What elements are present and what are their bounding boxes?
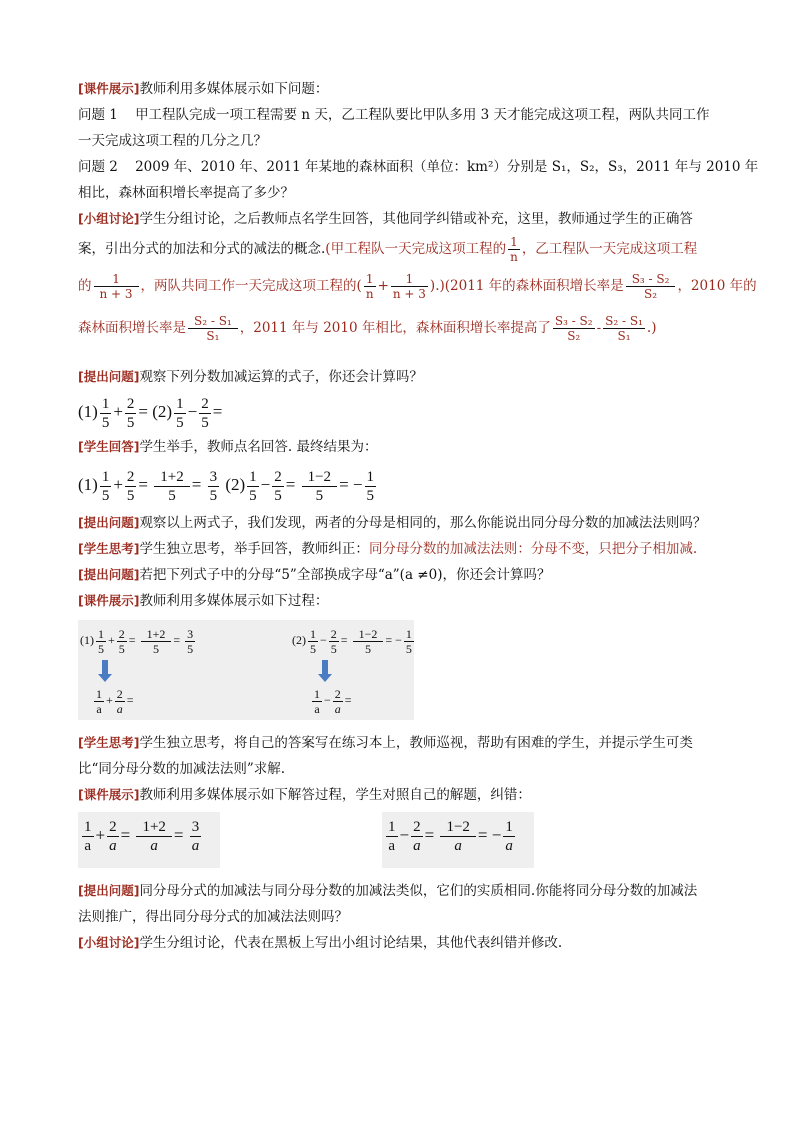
slide-image: (1) $\frac{1}{5}$ + $\frac{2}{5}$ = $\frac{1+2}{5}$ = $\frac{3}{5}$ $\frac{1}{a}$ + $\frac{2}{a}$ = (2) $\frac{1}{5}$ − $\frac{2}{5}$ = $\frac{1-2}{5}$ = − $\frac{1}{5}$ $\frac{1}{a}$ − $\frac{2}{a}$ = [78,620,414,720]
paragraph [78,536,718,562]
paragraph [78,588,718,614]
section-tag: [课件展示] [78,593,140,608]
paragraph-cont: 森林面积增长率是 $\frac{\text{S₂ - S₁}}{\text{S₁}}$ ，2011 年与 2010 年相比，森林面积增长率提高了 $\frac{\text{S₃ - S₂}}{\text{S₂}}$ - $\frac{\text{S₂ - S₁}}{\text{S₁}}$ .) [78,314,657,343]
section-tag: [提出问题] [78,883,140,898]
paragraph-cont [78,232,718,266]
text: 的 [78,278,92,294]
text: 若把下列式子中的分母“5”全部换成字母“a”(a ≠0)，你还会计算吗？ [139,567,551,583]
text: 学生举手，教师点名回答. 最终结果为： [139,439,378,455]
fraction: $\frac{1}{n}$ [510,235,518,264]
section-tag: [课件展示] [78,787,140,802]
paragraph [78,510,718,536]
text: 观察下列分数加减运算的式子，你还会计算吗？ [139,369,423,385]
section-tag: [提出问题] [78,515,140,530]
paragraph [78,434,718,460]
fraction: $\frac{\text{S₂ - S₁}}{\text{S₁}}$ [188,314,238,343]
section-tag: [学生回答] [78,439,140,454]
question-1-cont [78,128,718,154]
text: ，两队共同工作一天完成这项工程的 [140,278,357,294]
section-tag: [学生思考] [78,735,140,750]
text: 教师利用多媒体展示如下过程： [139,593,329,609]
fraction: $\frac{\text{S₂ - S₁}}{\text{S₁}}$ [605,314,643,343]
section-tag: [学生思考] [78,541,140,556]
paragraph [78,782,718,808]
text: 学生独立思考，举手回答，教师纠正： [139,541,369,557]
text: .)(2011 年的森林面积增长率是 [435,278,624,294]
fraction: $\frac{\text{S₃ - S₂}}{\text{S₂}}$ [626,272,676,301]
paragraph [78,76,718,102]
text: 法则推广，得出同分母分式的加减法法则吗？ [78,909,348,925]
text: 甲工程队完成一项工程需要 n 天，乙工程队要比甲队多用 3 天才能完成这项工程，两队共同工作 [135,107,710,123]
text: 2009 年、2010 年、2011 年某地的森林面积（单位：km²）分别是 S₁，S₂，S₃，2011 年与 2010 年 [135,159,759,175]
paragraph [78,930,718,956]
text: 学生分组讨论，之后教师点名学生回答，其他同学纠错或补充，这里，教师通过学生的正确答 [139,211,693,227]
text: 同分母分式的加减法与同分母分数的加减法类似，它们的实质相同.你能将同分母分数的加减法 [139,883,698,899]
formula-add: $\frac{1}{a}$ + $\frac{2}{a}$ = $\frac{1+2}{a}$ = $\frac{3}{a}$ [78,812,220,868]
paragraph-cont [78,756,718,782]
section-tag: [小组讨论] [78,211,140,226]
paragraph-cont [78,904,718,930]
formula-subtract: $\frac{1}{a}$ − $\frac{2}{a}$ = $\frac{1-2}{a}$ = − $\frac{1}{a}$ [382,812,534,868]
lesson-page [78,76,759,956]
text: ，2011 年与 2010 年相比，森林面积增长率提高了 [239,320,551,336]
section-tag: [提出问题] [78,567,140,582]
text: ，乙工程队一天完成这项工程 [521,241,698,257]
fraction: $\frac{1}{n}$ [365,272,374,301]
rule-text: 同分母分数的加减法法则：分母不变，只把分子相加减. [368,541,698,557]
paragraph [78,730,718,756]
text: 案，引出分式的加法和分式的减法的概念. [78,241,326,257]
section-tag: [小组讨论] [78,935,140,950]
formula: (1) $\frac{1}{5}$ + $\frac{2}{5}$ = $\frac{1+2}{5}$ = $\frac{3}{5}$ (2) $\frac{1}{5}$ − $\frac{2}{5}$ = $\frac{1-2}{5}$ = − $\frac{1}{5}$ [78,468,374,504]
label: 问题 1 [78,107,118,123]
paragraph [78,878,718,904]
text: (甲工程队一天完成这项工程的 [325,241,507,257]
question-1 [78,102,718,128]
paragraph [78,206,718,232]
down-arrow-icon [102,660,108,676]
text: 一天完成这项工程的几分之几？ [78,133,267,149]
formula: (1) $\frac{1}{5}$ + $\frac{2}{5}$ = (2) $\frac{1}{5}$ − $\frac{2}{5}$ = [78,395,223,431]
fraction: $\frac{1}{n + 3}$ [94,272,139,301]
fraction: $\frac{\text{S₃ - S₂}}{\text{S₂}}$ [554,314,593,343]
text: 教师利用多媒体展示如下问题： [139,81,329,97]
text: 学生独立思考，将自己的答案写在练习本上，教师巡视，帮助有困难的学生，并提示学生可类 [139,735,693,751]
text: 学生分组讨论，代表在黑板上写出小组讨论结果，其他代表纠错并修改. [139,935,563,951]
section-tag: [提出问题] [78,369,140,384]
label: 问题 2 [78,159,118,175]
paragraph [78,562,718,588]
question-2-cont [78,180,718,206]
text: 相比，森林面积增长率提高了多少？ [78,185,294,201]
fraction: $\frac{1}{n + 3}$ [392,272,426,301]
answer-formulas [78,812,718,872]
text: 教师利用多媒体展示如下解答过程，学生对照自己的解题，纠错： [139,787,531,803]
paragraph [78,364,718,390]
section-tag: [课件展示] [78,81,140,96]
text: 观察以上两式子，我们发现，两者的分母是相同的，那么你能说出同分母分数的加减法法则吗？ [139,515,707,531]
paragraph-cont: 的 $\frac{1}{n + 3}$ ，两队共同工作一天完成这项工程的( $\frac{1}{n}$ + $\frac{1}{n + 3}$ ).)(2011 年的森林面积增长率是 $\frac{\text{S₃ - S₂}}{\text{S₂}}$ ，2010 年的 [78,272,757,301]
text: ，2010 年的 [677,278,757,294]
question-2 [78,154,759,180]
down-arrow-icon [322,660,328,676]
text: 森林面积增长率是 [78,320,186,336]
text: 比“同分母分数的加减法法则”求解. [78,761,286,777]
text: .) [646,320,657,336]
